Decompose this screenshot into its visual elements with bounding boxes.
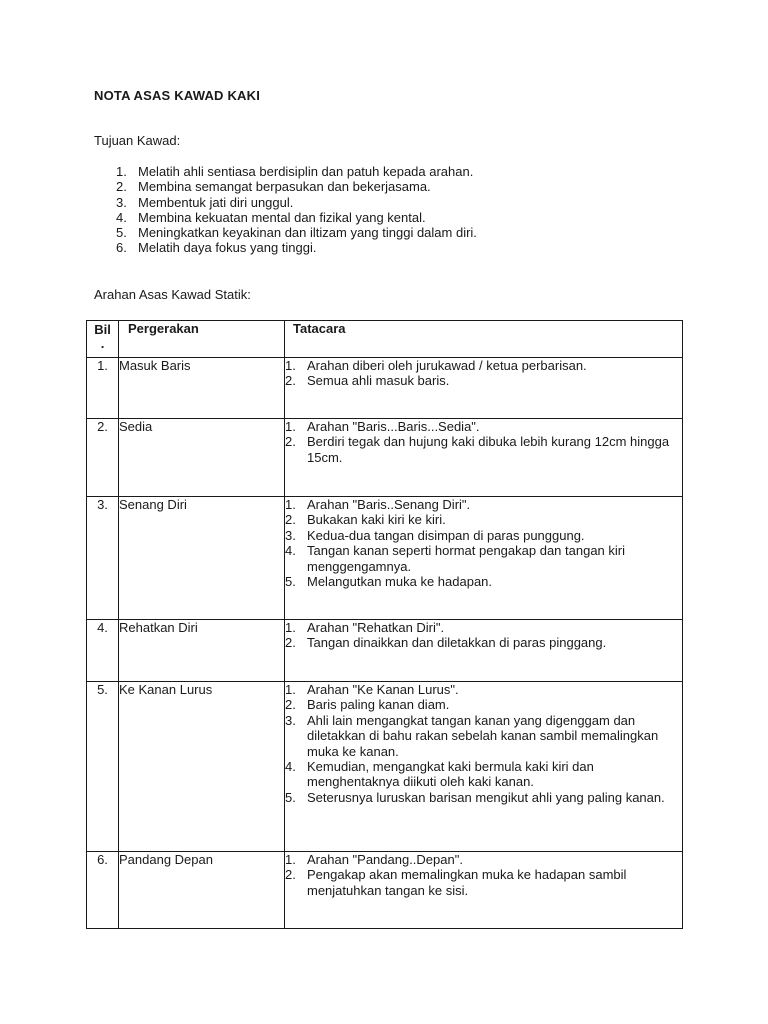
header-pergerakan: Pergerakan [119,321,285,358]
step-text: Tangan dinaikkan dan diletakkan di paras pinggang. [307,635,607,651]
step-item [285,620,682,635]
step-number: 1. [285,620,296,635]
cell-bil: 2. [87,419,119,497]
step-list [285,358,682,389]
cell-tatacara [285,682,683,852]
cell-bil: 3. [87,497,119,620]
step-item [285,528,682,543]
step-text: Semua ahli masuk baris. [307,373,450,389]
step-text: Berdiri tegak dan hujung kaki dibuka lebih kurang 12cm hingga 15cm. [307,434,670,465]
step-list [285,497,682,589]
cell-pergerakan: Ke Kanan Lurus [119,682,285,852]
cell-bil: 1. [87,358,119,419]
step-text: Arahan "Baris..Senang Diri". [307,497,471,512]
table-row [87,497,683,620]
arahan-heading: Arahan Asas Kawad Statik: [94,287,251,302]
step-number: 1. [285,419,296,434]
item-text: Melatih daya fokus yang tinggi. [138,240,317,256]
step-number: 2. [285,867,296,883]
step-text: Arahan "Pandang..Depan". [307,852,463,867]
cell-tatacara [285,419,683,497]
step-number: 3. [285,712,296,728]
table-row [87,852,683,929]
step-number: 3. [285,527,296,543]
step-number: 4. [285,543,296,559]
header-tatacara: Tatacara [285,321,683,358]
cell-bil: 4. [87,620,119,682]
step-item [285,497,682,512]
step-item [285,358,682,373]
header-bil-line2: . [100,336,105,351]
cell-tatacara [285,358,683,419]
step-number: 2. [285,434,296,450]
cell-tatacara [285,852,683,929]
item-number: 2. [116,179,127,195]
step-item [285,713,682,759]
step-item [285,867,682,898]
step-number: 1. [285,682,296,697]
item-text: Membina kekuatan mental dan fizikal yang kental. [138,209,426,225]
step-number: 1. [285,497,296,512]
list-item [116,240,477,255]
list-item [116,164,477,179]
step-item [285,790,682,805]
step-text: Bukakan kaki kiri ke kiri. [307,512,446,528]
table-row [87,358,683,419]
step-item [285,635,682,650]
step-text: Melangutkan muka ke hadapan. [307,574,493,590]
step-text: Kedua-dua tangan disimpan di paras punggung. [307,527,585,543]
cell-pergerakan: Sedia [119,419,285,497]
step-item [285,682,682,697]
item-number: 4. [116,209,127,225]
item-number: 5. [116,225,127,241]
table-row [87,620,683,682]
step-number: 5. [285,789,296,805]
cell-tatacara [285,497,683,620]
cell-bil: 5. [87,682,119,852]
item-number: 1. [116,164,127,179]
cell-tatacara [285,620,683,682]
step-number: 2. [285,697,296,713]
cell-pergerakan: Masuk Baris [119,358,285,419]
tujuan-heading: Tujuan Kawad: [94,133,181,148]
tujuan-list [116,164,477,256]
step-text: Seterusnya luruskan barisan mengikut ahli yang paling kanan. [307,789,665,805]
list-item [116,210,477,225]
table-header-row [87,321,683,358]
header-bil-line1: Bil [94,322,111,337]
step-list [285,620,682,651]
step-item [285,373,682,388]
step-number: 2. [285,373,296,389]
step-number: 1. [285,358,296,373]
cell-pergerakan: Pandang Depan [119,852,285,929]
cell-pergerakan: Rehatkan Diri [119,620,285,682]
step-item [285,759,682,790]
step-text: Kemudian, mengangkat kaki bermula kaki kiri dan menghentaknya diikuti oleh kaki kanan. [307,759,594,790]
step-text: Ahli lain mengangkat tangan kanan yang digenggam dan diletakkan di bahu rakan sebelah kanan sambil memalingkan muka ke kanan. [307,712,659,759]
cell-pergerakan: Senang Diri [119,497,285,620]
step-item [285,543,682,574]
step-number: 5. [285,574,296,590]
step-text: Arahan "Rehatkan Diri". [307,620,445,635]
step-item [285,697,682,712]
step-item [285,574,682,589]
step-list [285,682,682,805]
step-item [285,512,682,527]
document-title: NOTA ASAS KAWAD KAKI [94,88,261,103]
list-item [116,225,477,240]
step-item [285,852,682,867]
item-text: Membentuk jati diri unggul. [138,194,294,210]
table-row [87,682,683,852]
table-row [87,419,683,497]
step-list [285,852,682,898]
step-number: 4. [285,759,296,775]
item-text: Meningkatkan keyakinan dan iltizam yang tinggi dalam diri. [138,225,477,241]
step-text: Pengakap akan memalingkan muka ke hadapan sambil menjatuhkan tangan ke sisi. [307,867,627,898]
list-item [116,195,477,210]
header-bil [87,321,119,358]
item-number: 3. [116,194,127,210]
step-number: 2. [285,635,296,651]
step-item [285,419,682,434]
step-item [285,434,682,465]
step-number: 1. [285,852,296,867]
step-text: Tangan kanan seperti hormat pengakap dan tangan kiri menggengamnya. [307,543,625,574]
item-text: Membina semangat berpasukan dan bekerjasama. [138,179,431,195]
list-item [116,179,477,194]
step-list [285,419,682,465]
drill-table [86,320,683,929]
step-number: 2. [285,512,296,528]
step-text: Arahan "Baris...Baris...Sedia". [307,419,480,434]
step-text: Arahan "Ke Kanan Lurus". [307,682,459,697]
cell-bil: 6. [87,852,119,929]
item-text: Melatih ahli sentiasa berdisiplin dan patuh kepada arahan. [138,164,474,179]
step-text: Arahan diberi oleh jurukawad / ketua perbarisan. [307,358,587,373]
step-text: Baris paling kanan diam. [307,697,450,713]
item-number: 6. [116,240,127,256]
